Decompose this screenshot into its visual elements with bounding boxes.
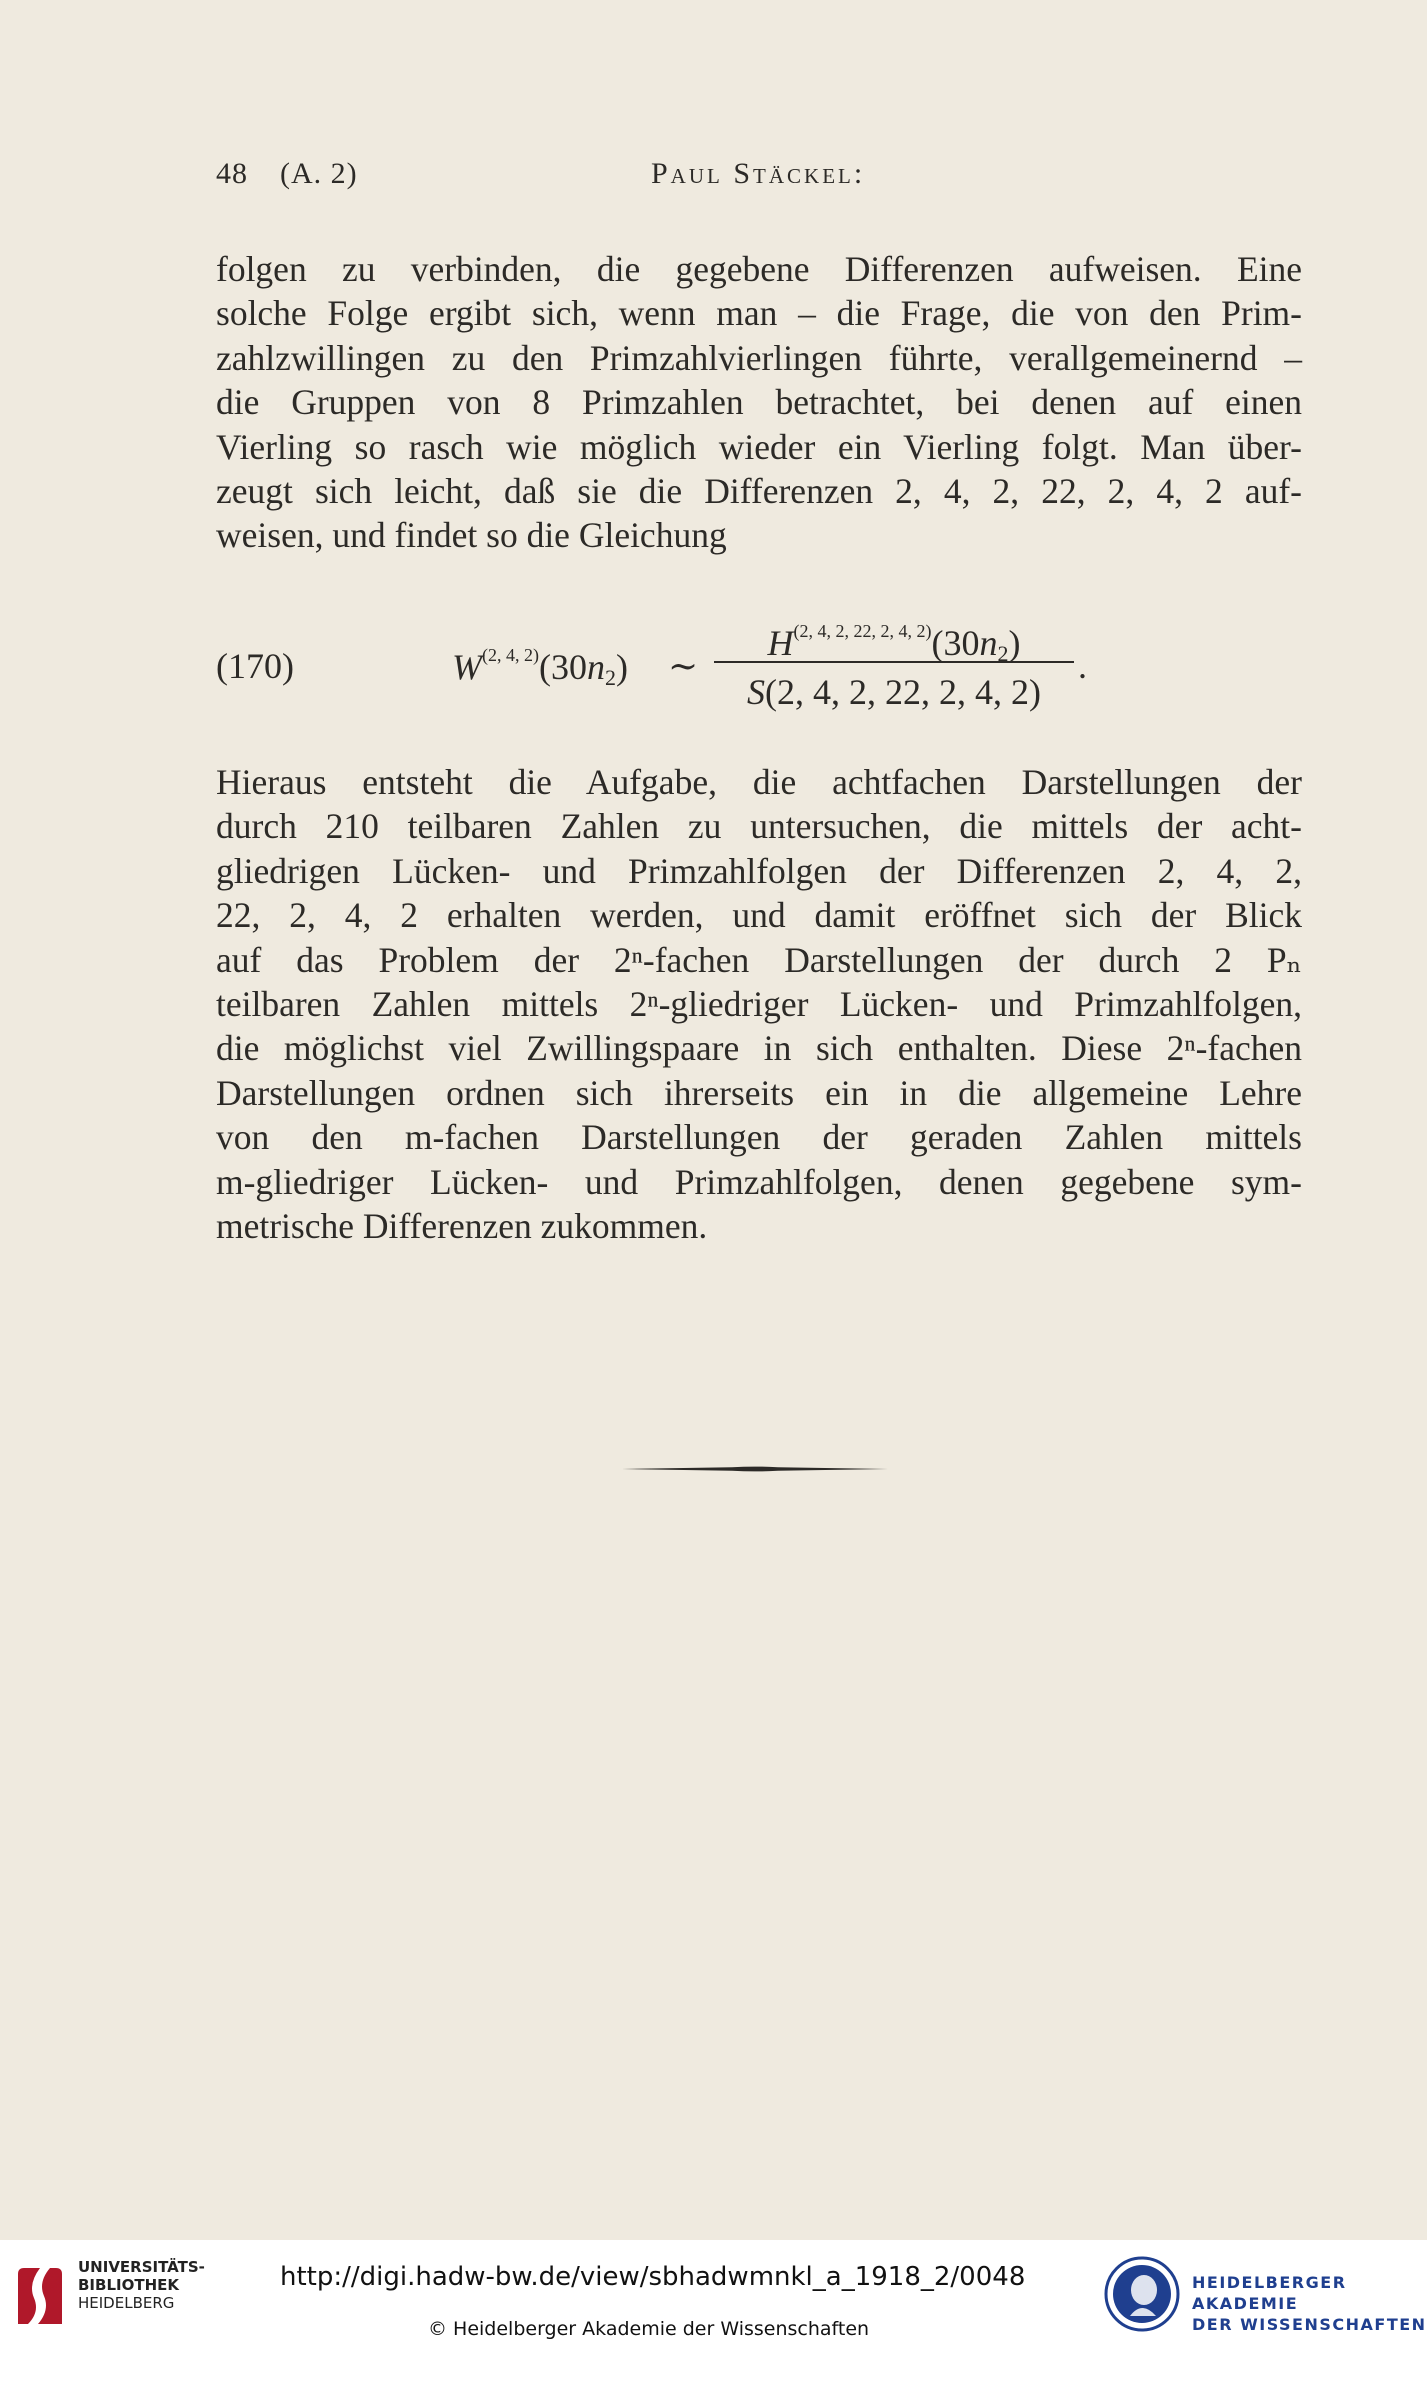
text-line: solche Folge ergibt sich, wenn man – die Frage, die von den Prim- xyxy=(216,293,1302,334)
lhs-sub: 2 xyxy=(605,665,616,690)
paragraph-intro xyxy=(216,247,1302,558)
library-line: BIBLIOTHEK xyxy=(78,2276,179,2294)
text-line: auf das Problem der 2ⁿ-fachen Darstellungen der durch 2 Pₙ xyxy=(216,939,1302,980)
num-arg-open: (30 xyxy=(931,623,980,663)
permalink-url[interactable]: http://digi.hadw-bw.de/view/sbhadwmnkl_a_1918_2/0048 xyxy=(280,2262,1026,2292)
num-sub: 2 xyxy=(997,641,1009,666)
equation-170 xyxy=(216,605,1316,725)
lhs-arg-open: (30 xyxy=(539,647,587,687)
equation-terminator: . xyxy=(1078,646,1087,686)
paragraph-main xyxy=(216,760,1302,1248)
page-number: 48 xyxy=(216,157,248,190)
text-line: teilbaren Zahlen mittels 2ⁿ-gliedriger Lücken- und Primzahlfolgen, xyxy=(216,984,1302,1025)
digitization-footer xyxy=(0,2240,1427,2385)
text-line: Darstellungen ordnen sich ihrerseits ein in die allgemeine Lehre xyxy=(216,1072,1302,1113)
equation-fraction xyxy=(714,605,1074,715)
academy-line: DER WISSENSCHAFTEN xyxy=(1192,2315,1427,2334)
symbol-h: H xyxy=(767,623,794,663)
text-line: die Gruppen von 8 Primzahlen betrachtet, bei denen auf einen xyxy=(216,382,1302,423)
academy-seal-icon xyxy=(1104,2256,1180,2332)
text-line: weisen, und findet so die Gleichung xyxy=(216,515,727,556)
text-line: m-gliedriger Lücken- und Primzahlfolgen, denen gegebene sym- xyxy=(216,1161,1302,1202)
num-close: ) xyxy=(1008,623,1021,663)
lhs-close: ) xyxy=(616,647,628,687)
fraction-denominator xyxy=(714,669,1074,715)
lhs-var: n xyxy=(587,647,605,687)
text-line: durch 210 teilbaren Zahlen zu untersuchen, die mittels der acht- xyxy=(216,806,1302,847)
text-line: von den m-fachen Darstellungen der geraden Zahlen mittels xyxy=(216,1117,1302,1158)
text-line: folgen zu verbinden, die gegebene Differenzen aufweisen. Eine xyxy=(216,249,1302,289)
equation-lhs xyxy=(452,645,628,691)
section-reference: (A. 2) xyxy=(280,157,358,190)
end-ornament-rule xyxy=(622,1466,888,1472)
text-line: gliedrigen Lücken- und Primzahlfolgen der Differenzen 2, 4, 2, xyxy=(216,850,1302,891)
text-line: Vierling so rasch wie möglich wieder ein Vierling folgt. Man über- xyxy=(216,426,1302,467)
library-line: HEIDELBERG xyxy=(78,2294,175,2312)
text-line: 22, 2, 4, 2 erhalten werden, und damit eröffnet sich der Blick xyxy=(216,895,1302,936)
denominator-argument: (2, 4, 2, 22, 2, 4, 2) xyxy=(765,672,1041,712)
text-line: Hieraus entsteht die Aufgabe, die achtfachen Darstellungen der xyxy=(216,762,1302,802)
university-library-logo xyxy=(14,2264,66,2328)
text-line: zeugt sich leicht, daß sie die Differenzen 2, 4, 2, 22, 2, 4, 2 auf- xyxy=(216,471,1302,512)
academy-name xyxy=(1192,2272,1427,2335)
running-title-author: Paul Stäckel: xyxy=(651,157,866,190)
copyright-notice: © Heidelberger Akademie der Wissenschaften xyxy=(428,2318,870,2340)
numerator-superscript: (2, 4, 2, 22, 2, 4, 2) xyxy=(793,621,932,641)
symbol-w: W xyxy=(452,647,482,687)
university-library-name xyxy=(78,2258,205,2312)
fraction-numerator xyxy=(714,605,1074,666)
academy-line: HEIDELBERGER AKADEMIE xyxy=(1192,2273,1347,2313)
symbol-s: S xyxy=(747,672,765,712)
lhs-superscript: (2, 4, 2) xyxy=(482,645,539,665)
text-line: zahlzwillingen zu den Primzahlvierlingen führte, verallgemeinernd – xyxy=(216,337,1302,378)
num-var: n xyxy=(979,623,998,663)
text-line: metrische Differenzen zukommen. xyxy=(216,1206,708,1247)
library-line: UNIVERSITÄTS- xyxy=(78,2258,205,2276)
text-line: die möglichst viel Zwillingspaare in sich enthalten. Diese 2ⁿ-fachen xyxy=(216,1028,1302,1069)
running-header xyxy=(216,157,1297,207)
asymptotic-relation: ∼ xyxy=(668,646,699,686)
equation-number: (170) xyxy=(216,646,294,686)
